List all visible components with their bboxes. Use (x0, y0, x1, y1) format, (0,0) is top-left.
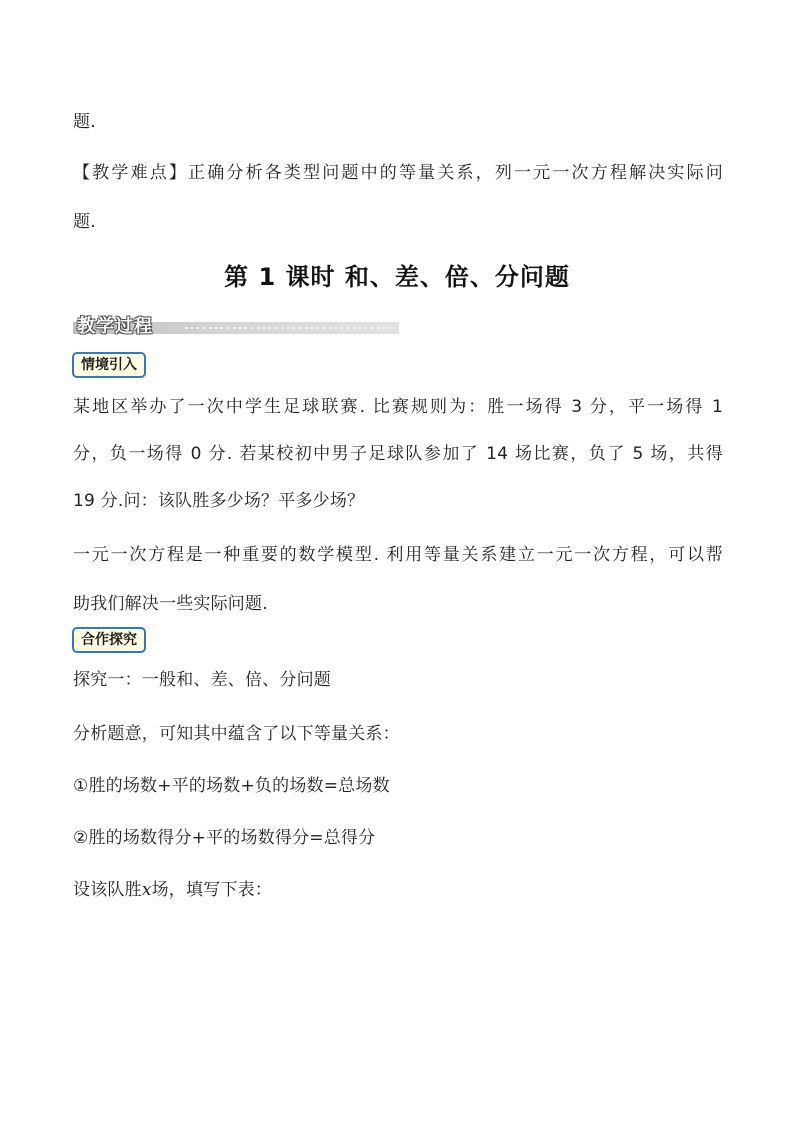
equation-relation-1: ①胜的场数+平的场数+负的场数=总场数 (73, 776, 390, 796)
analysis-text: 分析题意，可知其中蕴含了以下等量关系： (73, 724, 400, 744)
setup-text-before: 设该队胜 (73, 880, 142, 900)
setup-text-after: 场，填写下表： (151, 880, 273, 900)
difficulty-line-2: 题. (73, 212, 96, 232)
tag-scenario-intro: 情境引入 (72, 352, 146, 378)
intro-paragraph2-line-1: 一元一次方程是一种重要的数学模型. 利用等量关系建立一元一次方程，可以帮 (73, 545, 723, 565)
equation-relation-2: ②胜的场数得分+平的场数得分=总得分 (73, 828, 376, 848)
intro-paragraph-line-1: 某地区举办了一次中学生足球联赛. 比赛规则为：胜一场得 3 分，平一场得 1 (73, 397, 723, 417)
intro-paragraph-line-3: 19 分.问：该队胜多少场？平多少场？ (73, 491, 365, 511)
difficulty-line-1: 【教学难点】正确分析各类型问题中的等量关系，列一元一次方程解决实际问 (73, 163, 723, 183)
intro-paragraph2-line-2: 助我们解决一些实际问题. (73, 594, 268, 614)
tag-cooperative-exploration: 合作探究 (72, 627, 146, 653)
continued-text: 题. (73, 112, 96, 132)
lesson-title: 第 1 课时 和、差、倍、分问题 (224, 263, 570, 291)
setup-text (73, 878, 723, 902)
section-bar-dots (183, 327, 393, 329)
section-header-label: 教学过程 (77, 316, 153, 337)
variable-x: x (141, 880, 152, 900)
intro-paragraph-line-2: 分，负一场得 0 分. 若某校初中男子足球队参加了 14 场比赛，负了 5 场，共得 (73, 444, 723, 464)
section-header-teaching-process (73, 312, 399, 338)
explore-heading: 探究一：一般和、差、倍、分问题 (73, 670, 331, 690)
